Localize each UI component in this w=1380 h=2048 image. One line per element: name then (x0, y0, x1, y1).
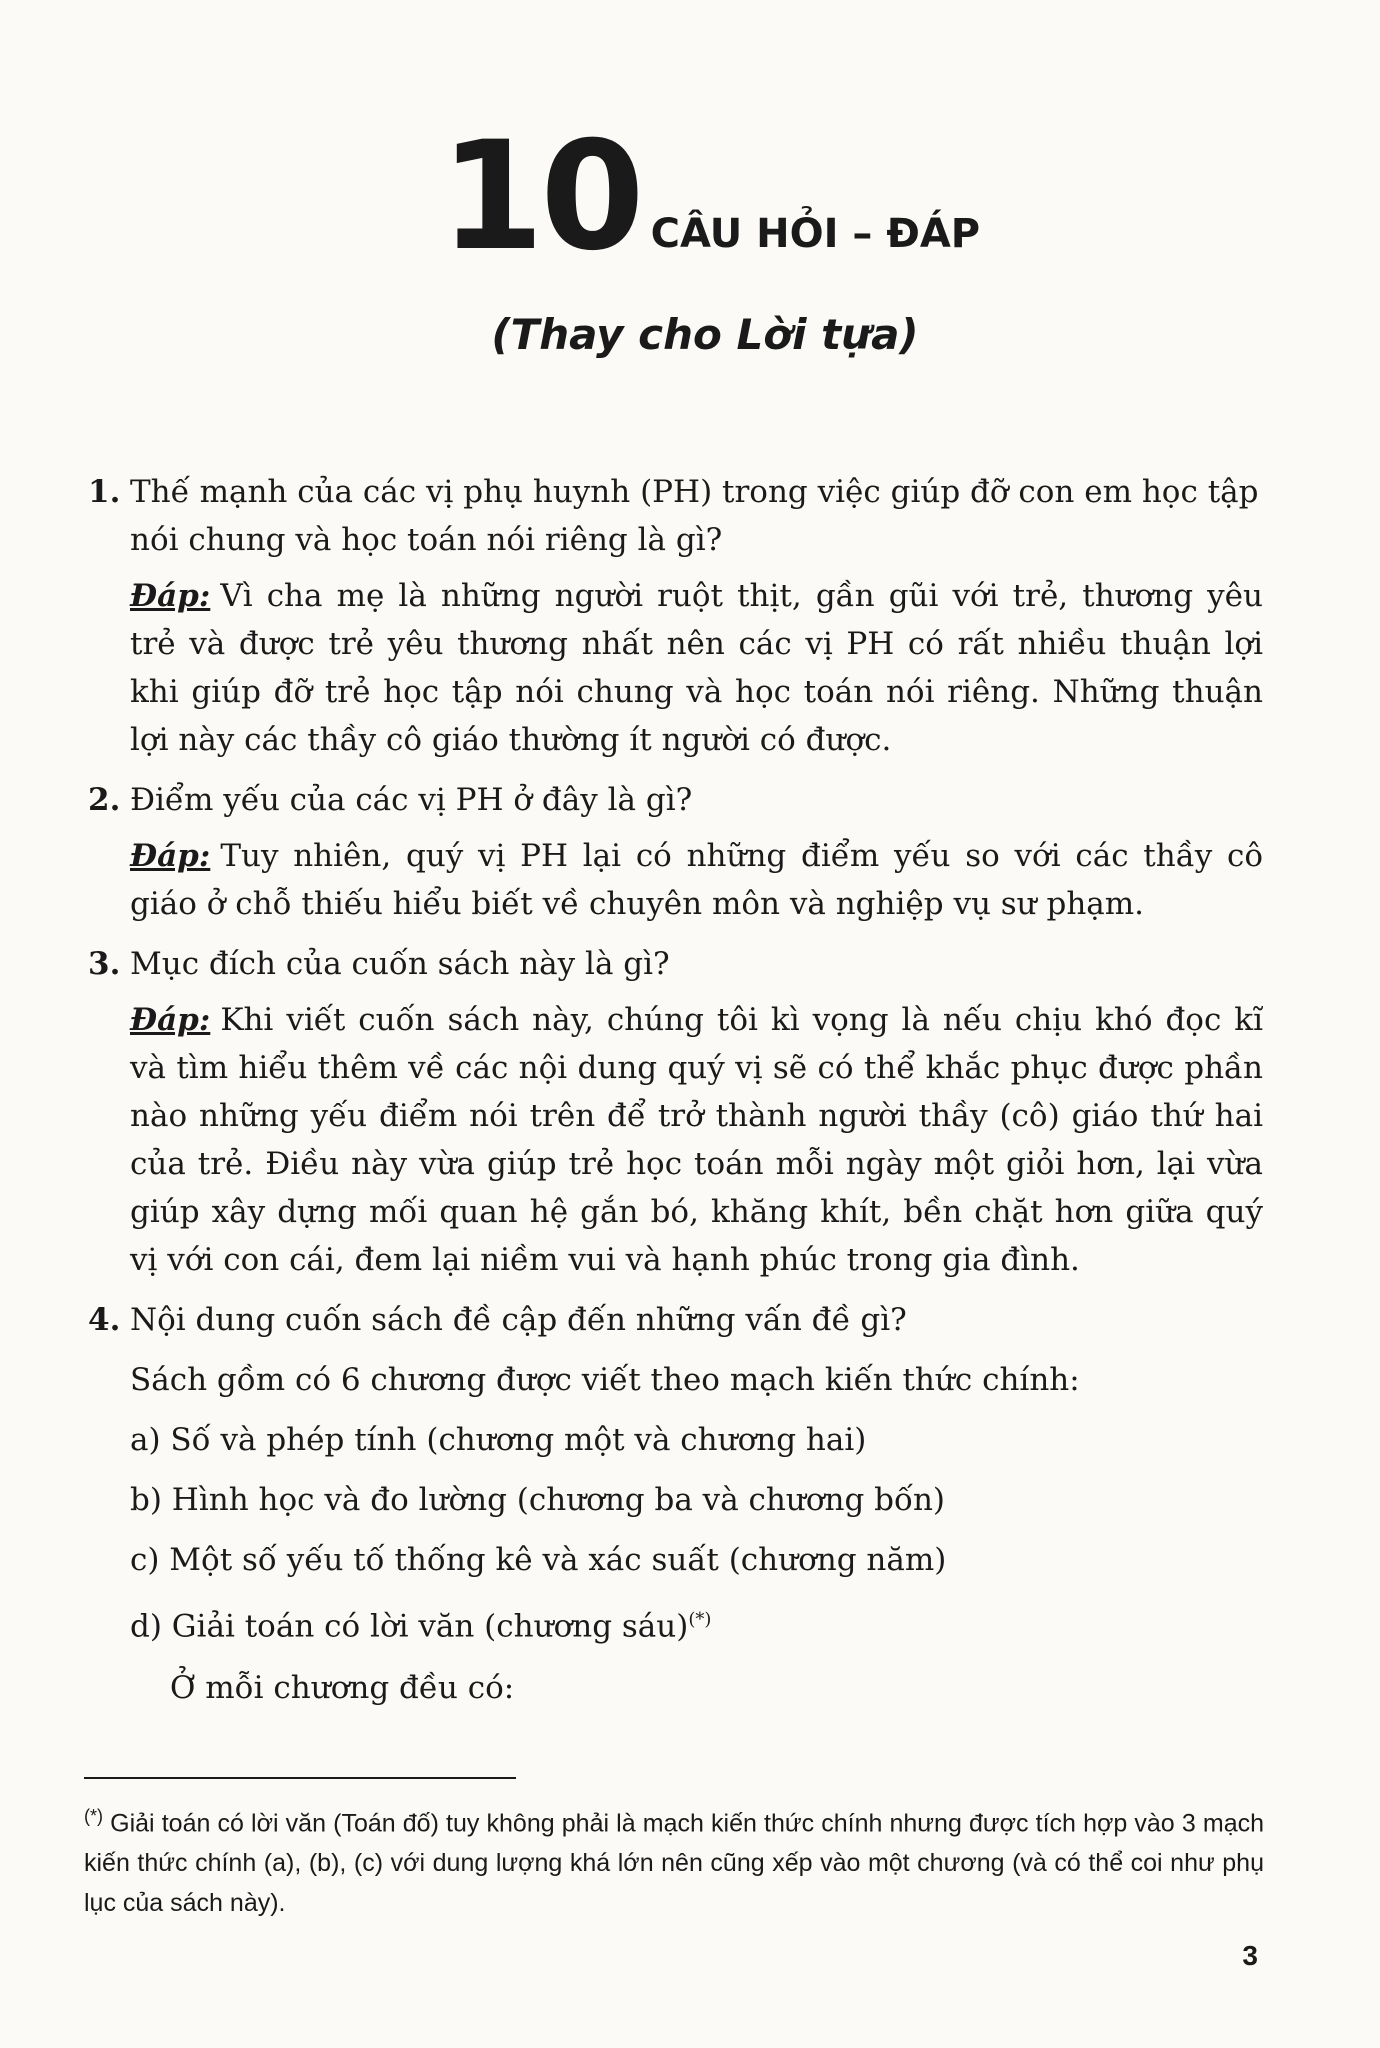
answer-4-intro: Sách gồm có 6 chương được viết theo mạch kiến thức chính: (130, 1362, 1080, 1398)
question-1 (88, 468, 1263, 564)
title-text: CÂU HỎI – ĐÁP (650, 211, 981, 257)
question-3 (88, 940, 1263, 988)
answer-label: Đáp: (130, 578, 211, 614)
title-block (0, 110, 1380, 359)
list-item-with-footnote (130, 1596, 1263, 1650)
question-4 (88, 1296, 1263, 1344)
page-number: 3 (1242, 1940, 1258, 1971)
main-content (88, 468, 1263, 1712)
question-number: 3. (88, 946, 121, 982)
answer-1 (130, 572, 1263, 764)
footnote-text: Giải toán có lời văn (Toán đố) tuy không phải là mạch kiến thức chính nhưng được tích hợp vào 3 mạch kiến thức chính (a), (b), (c) với dung lượng khá lớn nên cũng xếp vào một chương (và có thể coi như phụ lục của sách này). (84, 1809, 1265, 1918)
title-line (40, 110, 1380, 284)
closing-line: Ở mỗi chương đều có: (170, 1670, 515, 1707)
footnote-reference[interactable]: (*) (688, 1609, 712, 1630)
question-text: Nội dung cuốn sách đề cập đến những vấn đề gì? (130, 1302, 907, 1338)
answer-text: Tuy nhiên, quý vị PH lại có những điểm yếu so với các thầy cô giáo ở chỗ thiếu hiểu biết về chuyên môn và nghiệp vụ sư phạm. (130, 838, 1263, 922)
answer-label: Đáp: (130, 1002, 211, 1038)
question-text: Mục đích của cuốn sách này là gì? (130, 946, 670, 982)
footnote-divider (84, 1777, 516, 1779)
question-number: 2. (88, 782, 121, 818)
answer-text: Vì cha mẹ là những người ruột thịt, gần gũi với trẻ, thương yêu trẻ và được trẻ yêu thương nhất nên các vị PH có rất nhiều thuận lợi khi giúp đỡ trẻ học tập nói chung và học toán nói riêng. Những thuận lợi này các thầy cô giáo thường ít người có được. (130, 578, 1263, 758)
answer-2 (130, 832, 1263, 928)
question-2 (88, 776, 1263, 824)
list-item-text: d) Giải toán có lời văn (chương sáu) (130, 1608, 689, 1645)
list-item: a) Số và phép tính (chương một và chương hai) (130, 1422, 867, 1458)
question-number: 1. (88, 474, 121, 510)
answer-3 (130, 996, 1263, 1284)
answer-label: Đáp: (130, 838, 211, 874)
footnote-mark: (*) (84, 1806, 103, 1826)
subtitle: (Thay cho Lời tựa) (491, 310, 919, 359)
title-number: 10 (439, 110, 641, 284)
footnote (84, 1796, 1264, 1923)
list-item: b) Hình học và đo lường (chương ba và chương bốn) (130, 1482, 946, 1518)
list-item: c) Một số yếu tố thống kê và xác suất (chương năm) (130, 1542, 947, 1578)
question-text: Điểm yếu của các vị PH ở đây là gì? (130, 782, 693, 818)
answer-text: Khi viết cuốn sách này, chúng tôi kì vọng là nếu chịu khó đọc kĩ và tìm hiểu thêm về các nội dung quý vị sẽ có thể khắc phục được phần nào những yếu điểm nói trên để trở thành người thầy (cô) giáo thứ hai của trẻ. Điều này vừa giúp trẻ học toán mỗi ngày một giỏi hơn, lại vừa giúp xây dựng mối quan hệ gắn bó, khăng khít, bền chặt hơn giữa quý vị với con cái, đem lại niềm vui và hạnh phúc trong gia đình. (130, 1002, 1263, 1278)
question-text: Thế mạnh của các vị phụ huynh (PH) trong việc giúp đỡ con em học tập nói chung và học toán nói riêng là gì? (130, 474, 1259, 558)
question-number: 4. (88, 1302, 121, 1338)
